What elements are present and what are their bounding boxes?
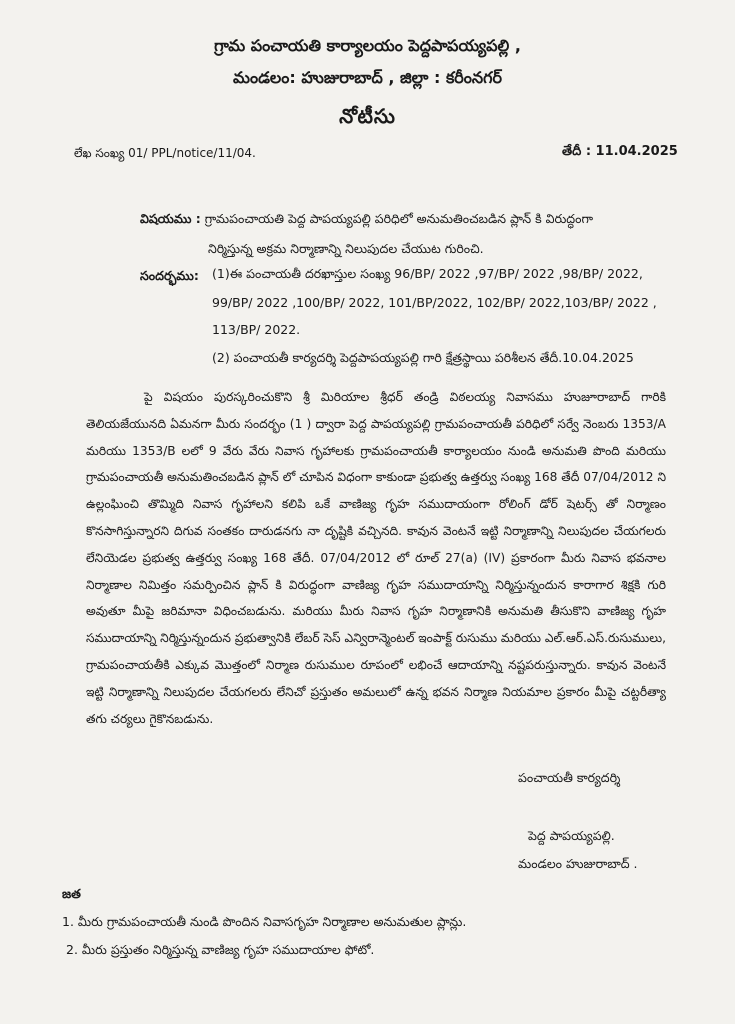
references-label: సందర్భము:: [140, 268, 199, 283]
signatory-village: పెద్ద పాపయ్యపల్లి.: [528, 828, 615, 843]
mandal-district-heading: మండలం: హుజురాబాద్ , జిల్లా : కరీంనగర్: [233, 68, 502, 87]
reference-number: లేఖ సంఖ్య 01/ PPL/notice/11/04.: [74, 146, 256, 160]
enclosures-label: జత: [62, 886, 81, 901]
reference-line-2: 99/BP/ 2022 ,100/BP/ 2022, 101/BP/2022, 102/BP/ 2022,103/BP/ 2022 ,: [212, 295, 657, 310]
office-heading: గ్రామ పంచాయతి కార్యాలయం పెద్దపాపయ్యపల్లి ,: [214, 36, 521, 55]
subject-block: [140, 204, 660, 264]
enclosure-item-1: 1. మీరు గ్రామపంచాయతీ నుండి పొందిన నివాసగృహ నిర్మాణాల అనుమతుల ప్లాన్లు.: [62, 914, 467, 929]
signatory-title: పంచాయతీ కార్యదర్శి: [518, 770, 621, 785]
notice-body-text: పై విషయం పురస్కరించుకొని శ్రీ మిరియాల శ్రీధర్ తండ్రి విఠలయ్య నివాసము హుజూరాబాద్ గారికి తెలియజేయునది ఏమనగా మీరు సందర్భం (1 ) ద్వారా పెద్ద పాపయ్యపల్లి గ్రామపంచాయతీ పరిధిలో సర్వే నెంబరు 1353/A మరియు 1353/B లలో 9 వేరు వేరు నివాస గృహాలకు గ్రామపంచాయతీ కార్యాలయం నుండి అనుమతి పొంది మరియు గ్రామపంచాయతీ అనుమతించబడిన ప్లాన్ లో చూపిన విధంగా కాకుండా ప్రభుత్వ ఉత్తర్వు సంఖ్య 168 తేదీ 07/04/2012 ని ఉల్లంఘించి తొమ్మిది నివాస గృహాలని కలిపి ఒకే వాణిజ్య గృహ సముదాయంగా రోలింగ్ డోర్ షెటర్స్ తో నిర్మాణం కొనసాగిస్తున్నారని దిగువ సంతకం దారుడనగు నా దృష్టికి వచ్చినది. కావున వెంటనే ఇట్టి నిర్మాణాన్ని నిలుపుదల చేయగలరు లేనియెడల ప్రభుత్వ ఉత్తర్వు సంఖ్య 168 తేదీ. 07/04/2012 లో రూల్ 27(a) (IV) ప్రకారంగా మీరు నివాస భవనాల నిర్మాణాల నిమిత్తం సమర్పించిన ప్లాన్ కి విరుద్ధంగా వాణిజ్య గృహ సముదాయాన్ని నిర్మిస్తున్నందున కారాగార శిక్షకి గురి అవుతూ మీపై జరిమానా విధించబడును. మరియు మీరు నివాస గృహ నిర్మాణానికి అనుమతి తీసుకొని వాణిజ్య గృహ సముదాయాన్ని నిర్మిస్తున్నందున ప్రభుత్వానికి లేబర్ సెస్ ఎన్విరాన్మెంటల్ ఇంపాక్ట్ రుసుము మరియు ఎల్.ఆర్.ఎస్.రుసుములు, గ్రామపంచాయతీకి ఎక్కువ మొత్తంలో నిర్మాణ రుసుముల రూపంలో లభించే ఆదాయాన్ని నష్టపరుస్తున్నారు. కావున వెంటనే ఇట్టి నిర్మాణాన్ని నిలుపుదల చేయగలరు లేనిచో ప్రస్తుతం అమలులో ఉన్న భవన నిర్మాణ నియమాల ప్రకారం మీపై చట్టరీత్యా తగు చర్యలు గైకొనబడును.: [86, 390, 666, 726]
subject-text-1: గ్రామపంచాయతి పెద్ద పాపయ్యపల్లి పరిధిలో అనుమతించబడిన ప్లాన్ కి విరుద్ధంగా: [204, 211, 593, 226]
subject-line-1: [140, 204, 660, 234]
reference-line-4: (2) పంచాయతీ కార్యదర్శి పెద్దపాపయ్యపల్లి గారి క్షేత్రస్థాయి పరిశీలన తేదీ.10.04.2025: [212, 350, 634, 365]
enclosure-item-2: 2. మీరు ప్రస్తుతం నిర్మిస్తున్న వాణిజ్య గృహ సముదాయాల ఫోటో.: [66, 942, 375, 957]
reference-line-3: 113/BP/ 2022.: [212, 322, 301, 337]
subject-line-2: నిర్మిస్తున్న అక్రమ నిర్మాణాన్ని నిలుపుదల చేయుట గురించి.: [208, 241, 484, 256]
notice-body: [86, 384, 666, 732]
notice-title: నోటీసు: [339, 104, 396, 128]
subject-label: విషయము :: [140, 211, 201, 226]
notice-date: తేదీ : 11.04.2025: [562, 144, 678, 159]
signatory-mandal: మండలం హుజురాబాద్ .: [518, 856, 638, 871]
reference-line-1: (1)ఈ పంచాయతీ దరఖాస్తుల సంఖ్య 96/BP/ 2022 ,97/BP/ 2022 ,98/BP/ 2022,: [212, 266, 643, 281]
